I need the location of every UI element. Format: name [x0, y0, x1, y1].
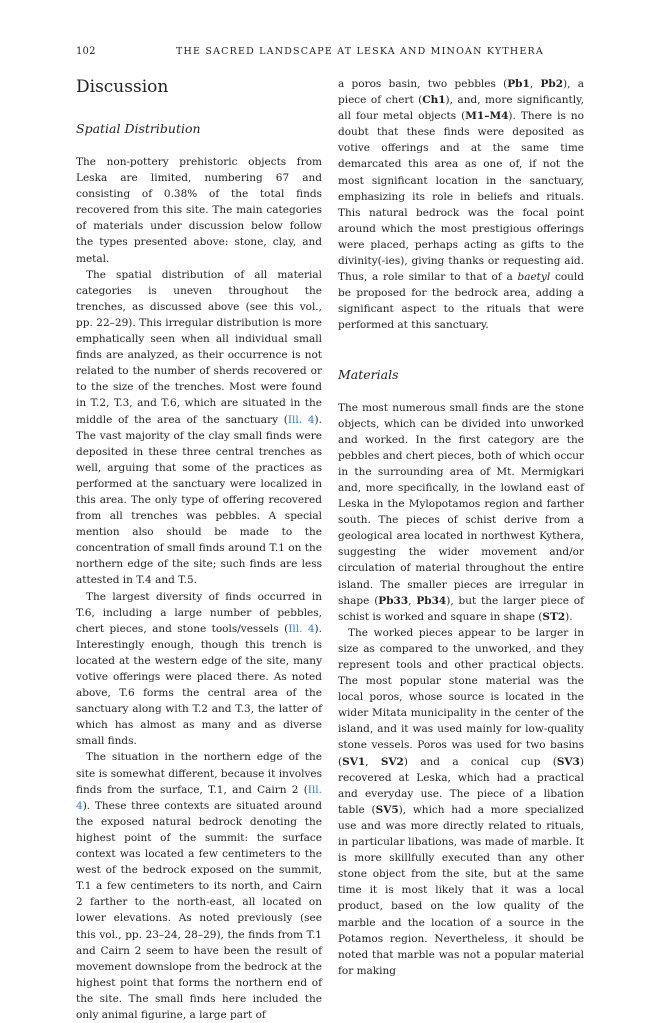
paragraph: The largest diversity of finds occurred in T.6, including a large number of pebbles, chert pieces, and stone tools/vessels (Ill. 4). Interestingly enough, though this trench is located at the western edge of the site, many votive offerings were placed there. As noted above, T.6 forms the central area of the sanctuary along with T.2 and T.3, the latter of which has almost as many and as diverse small finds.: [76, 590, 322, 748]
illustration-link[interactable]: Ill. 4: [76, 783, 322, 812]
left-column: [76, 76, 322, 1023]
paragraph: The situation in the northern edge of the site is somewhat different, because it involves finds from the surface, T.1, and Cairn 2 (Ill. 4). These three contexts are situated around the exposed natural bedrock denoting the highest point of the summit: the surface context was located a few centimeters to the west of the bedrock exposed on the summit, T.1 a few centimeters to its north, and Cairn 2 farther to the north-east, all located on lower elevations. As noted previously (see this vol., pp. 23–24, 28–29), the finds from T.1 and Cairn 2 seem to have been the result of movement downslope from the bedrock at the highest point that forms the northern end of the site. The small finds here included the only animal figurine, a large part of: [76, 751, 322, 1021]
subheading-spatial-distribution: Spatial Distribution: [76, 121, 201, 136]
paragraph: The worked pieces appear to be larger in size as compared to the unworked, and they represent tools and other practical objects. The most popular stone material was the local poros, whose source is located in the wider Mitata municipality in the center of the island, and it was used mainly for low-quality stone vessels. Poros was used for two basins (SV1, SV2) and a conical cup (SV3) recovered at Leska, which had a practical and everyday use. The piece of a libation table (SV5), which had a more specialized use and was more directly related to rituals, in particular libations, was made of marble. It is more skillfully executed than any other stone object from the site, but at the same time it is most likely that it was a local product, based on the low quality of the marble and the location of a source in the Potamos region. Nevertheless, it should be noted that marble was not a popular material for making: [338, 626, 584, 977]
running-title: THE SACRED LANDSCAPE AT LESKA AND MINOAN KYTHERA: [176, 46, 544, 57]
paragraph: The non-pottery prehistoric objects from Leska are limited, numbering 67 and consisting of 0.38% of the total finds recovered from this site. The main categories of materials under discussion below follow the types presented above: stone, clay, and metal.: [76, 156, 322, 265]
illustration-link[interactable]: Ill. 4: [288, 622, 315, 635]
section-title: Discussion: [76, 77, 169, 97]
page-number: 102: [76, 46, 96, 57]
right-column: [338, 76, 584, 979]
paragraph: a poros basin, two pebbles (Pb1, Pb2), a piece of chert (Ch1), and, more significantly, all four metal objects (M1–M4). There is no doubt that these finds were deposited as votive offerings and at the same time demarcated this area as one of, if not the most significant location in the sanctuary, emphasizing its role in beliefs and rituals. This natural bedrock was the focal point around which the most prestigious offerings were placed, perhaps acting as gifts to the divinity(-ies), giving thanks or requesting aid. Thus, a role similar to that of a baetyl could be proposed for the bedrock area, adding a significant aspect to the rituals that were performed at this sanctuary.: [338, 78, 584, 332]
paragraph: The spatial distribution of all material categories is uneven throughout the trenches, as discussed above (see this vol., pp. 22–29). This irregular distribution is more emphatically seen when all individual small finds are analyzed, as their occurrence is not related to the number of sherds recovered or to the size of the trenches. Most were found in T.2, T.3, and T.6, which are situated in the middle of the area of the sanctuary (Ill. 4). The vast majority of the clay small finds were deposited in these three central trenches as well, arguing that some of the practices as performed at the sanctuary were localized in this area. The only type of offering recovered from all trenches was pebbles. A special mention also should be made to the concentration of small finds around T.1 on the northern edge of the site; such finds are less attested in T.4 and T.5.: [76, 268, 322, 587]
illustration-link[interactable]: Ill. 4: [287, 413, 315, 426]
paragraph: The most numerous small finds are the stone objects, which can be divided into unworked and worked. In the first category are the pebbles and chert pieces, both of which occur in the surrounding area of Mt. Mermigkari and, more specifically, in the lowland east of Leska in the Mylopotamos region and farther south. The pieces of schist derive from a geological area located in northwest Kythera, suggesting the wider movement and/or circulation of material throughout the entire island. The smaller pieces are irregular in shape (Pb33, Pb34), but the larger piece of schist is worked and square in shape (ST2).: [338, 401, 584, 623]
subheading-materials: Materials: [338, 366, 399, 382]
